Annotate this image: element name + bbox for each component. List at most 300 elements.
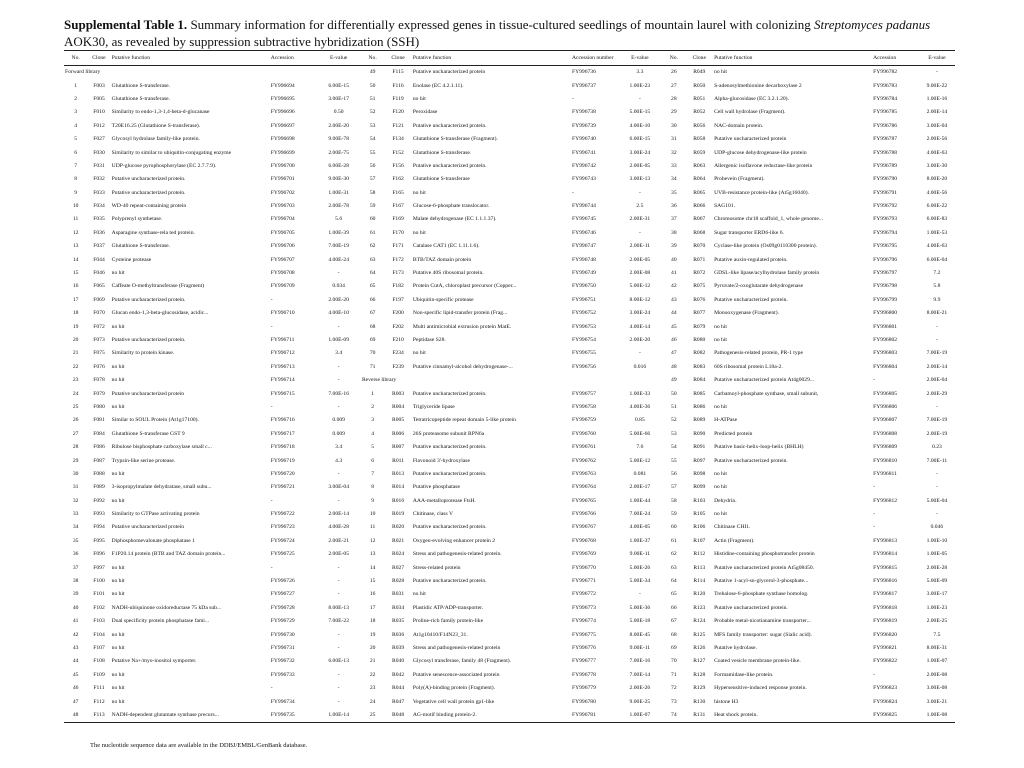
table-cell: 3.00E-17	[328, 95, 350, 102]
table-cell: 1.00E-08	[919, 709, 955, 723]
table-cell: -	[873, 524, 876, 531]
table-cell: BTB/TAZ domain protein	[412, 256, 472, 263]
table-cell: F182	[392, 283, 404, 290]
table-row	[64, 642, 955, 655]
table-cell: 1.00E-23	[629, 82, 651, 89]
column-header: No.	[361, 51, 384, 66]
table-cell: FY996738	[571, 109, 596, 116]
table-cell: 8.00E-13	[328, 604, 350, 611]
table-cell: 55	[671, 457, 677, 464]
table-row	[64, 588, 955, 601]
table-cell: 11	[369, 524, 376, 531]
table-cell: -	[270, 685, 273, 692]
table-cell: 25	[361, 709, 384, 723]
table-cell: R007	[392, 444, 405, 451]
table-cell: FY996765	[571, 497, 596, 504]
table-cell: F012	[93, 122, 105, 129]
table-cell: -	[935, 337, 938, 343]
table-cell: 20	[72, 337, 79, 343]
table-cell: F081	[93, 417, 105, 424]
table-cell: 0.016	[633, 363, 647, 370]
table-cell: FY996757	[571, 390, 596, 397]
table-cell: FY996758	[571, 403, 596, 410]
table-cell: 0.85	[634, 417, 645, 424]
table-cell: Enolase (EC 4.2.1.11).	[412, 82, 464, 89]
table-row	[64, 146, 955, 159]
table-cell: F197	[392, 296, 404, 303]
table-cell: no hit	[714, 69, 727, 76]
table-cell: 1.00E-09	[328, 337, 350, 343]
table-cell: 68	[369, 323, 376, 330]
table-cell: 60S ribosomal protein L18a-2.	[714, 363, 783, 370]
table-cell: 36	[72, 551, 79, 558]
table-cell: 35	[671, 189, 677, 196]
table-cell: Sugar transporter ERD6-like 6.	[714, 229, 784, 236]
table-row	[64, 133, 955, 146]
table-cell: FY996730	[270, 631, 295, 638]
table-cell: 9.9	[933, 296, 941, 303]
table-cell: FY996814	[873, 551, 898, 558]
table-cell: 58	[369, 189, 376, 196]
table-cell: FY996705	[270, 229, 295, 236]
table-cell: Putative uncharacterized protein.	[714, 457, 788, 464]
table-cell: FY996795	[873, 243, 898, 250]
table-cell: no hit	[714, 323, 727, 330]
table-cell: MFS family transporter: sugar (Sialic acid).	[714, 631, 812, 638]
table-cell: Diphosphomevalonate phosphatase 1	[111, 537, 195, 544]
table-cell: FY996700	[270, 162, 295, 169]
table-cell: WD-40 repeat-containing protein	[111, 203, 187, 210]
table-cell: 3-isopropylmalate dehydratase, small subu...	[111, 484, 212, 491]
table-cell: FY996724	[270, 537, 295, 544]
table-cell: FY996750	[571, 283, 596, 290]
table-cell: F167	[392, 203, 404, 210]
table-cell: 23	[369, 685, 376, 692]
table-cell: 11	[72, 216, 79, 223]
table-cell: 9	[371, 497, 375, 504]
table-cell: 6.00E-28	[328, 162, 350, 169]
table-cell: FY996781	[571, 709, 618, 723]
table-cell: -	[337, 323, 340, 330]
table-row	[64, 468, 955, 481]
table-cell: F202	[392, 323, 404, 330]
table-cell: Malate dehydrogenase (EC 1.1.1.37).	[412, 216, 497, 223]
table-cell: R019	[392, 511, 405, 518]
table-cell: R089	[693, 417, 706, 424]
table-cell: no hit	[714, 337, 727, 343]
table-cell: R077	[693, 310, 706, 317]
table-cell: NAC-domain protein.	[714, 122, 764, 129]
table-cell: FY996761	[571, 444, 596, 451]
table-cell: -	[638, 95, 641, 102]
table-cell: FY996746	[571, 229, 596, 236]
table-cell: 2.00E-28	[926, 564, 948, 571]
table-cell: Putative uncharacterized protein.	[412, 390, 487, 397]
table-cell: F100	[93, 578, 105, 585]
table-cell: FY996811	[873, 470, 897, 477]
table-cell: -	[270, 564, 273, 571]
table-cell: 47	[671, 350, 677, 357]
table-cell: 1.00E-39	[328, 229, 350, 236]
table-cell: 23	[72, 377, 79, 384]
table-cell: 2.00E-31	[629, 216, 651, 223]
table-row	[64, 508, 955, 521]
table-cell: Non-specific lipid-transfer protein (Frag...	[412, 310, 508, 317]
table-cell: R014	[392, 484, 405, 491]
table-cell: 62	[671, 551, 677, 558]
table-cell: R126	[693, 644, 706, 651]
table-cell: 7.00E-19	[328, 243, 350, 250]
table-row	[64, 535, 955, 548]
table-cell: Similarity to endo-1,3-1,4-beta-d-glucanase	[111, 109, 210, 116]
table-cell: R082	[693, 350, 706, 357]
table-cell: Putative hydrolase.	[714, 644, 757, 651]
column-header: No.	[662, 51, 685, 66]
table-cell: FY996818	[873, 604, 898, 611]
table-cell: 5.6	[335, 216, 343, 223]
table-cell: At1g10410/F14N23_31.	[412, 631, 468, 638]
table-cell: 8.00E-45	[629, 631, 651, 638]
table-cell: R099	[693, 484, 706, 491]
table-cell: 42	[72, 631, 79, 638]
table-cell: R072	[693, 270, 706, 277]
table-cell: 3	[74, 109, 78, 116]
header-row	[64, 51, 955, 66]
section-label: Forward library	[65, 69, 101, 76]
table-cell: 6	[74, 149, 78, 156]
table-cell: 0.046	[930, 524, 944, 531]
table-cell: FY996767	[571, 524, 596, 531]
table-cell: no hit	[714, 484, 727, 491]
table-cell: 60	[369, 216, 376, 223]
table-cell: 1.00E-16	[926, 95, 948, 102]
table-cell: R039	[392, 644, 405, 651]
table-cell: R024	[392, 551, 405, 558]
table-cell: no hit	[111, 631, 125, 638]
table-cell: FY996727	[270, 591, 295, 598]
table-cell: no hit	[111, 671, 125, 678]
table-cell: R068	[693, 229, 706, 236]
table-cell: 24	[72, 390, 79, 397]
table-cell: FY996734	[270, 698, 295, 705]
table-cell: Putative 40S ribosomal protein.	[412, 270, 484, 277]
table-cell: 20	[369, 644, 376, 651]
table-cell: 6.00E-22	[926, 203, 948, 210]
table-cell: 7.00E-19	[926, 417, 948, 424]
table-cell: FY996711	[270, 337, 295, 343]
table-cell: Glutathione S-transferase.	[412, 149, 472, 156]
table-cell: R105	[693, 511, 706, 518]
column-header: Accession	[270, 51, 317, 66]
table-cell: F116	[392, 82, 404, 89]
table-cell: no hit	[714, 470, 727, 477]
table-cell: 25	[72, 403, 79, 410]
table-cell: -	[337, 363, 340, 370]
table-cell: Stress-related protein	[412, 564, 461, 571]
table-cell: FY996780	[571, 698, 596, 705]
table-cell: Dehydrin.	[714, 497, 737, 504]
table-cell: Putative phosphatase	[412, 484, 460, 491]
table-cell: R071	[693, 256, 706, 263]
table-cell: F119	[392, 95, 404, 102]
table-cell: FY996764	[571, 484, 596, 491]
table-cell: R006	[392, 430, 405, 437]
table-cell: 0.009	[332, 430, 345, 437]
table-cell: 50	[671, 390, 677, 397]
table-cell: FY996802	[873, 337, 898, 343]
table-row	[64, 387, 955, 400]
table-cell: 71	[671, 671, 677, 678]
table-cell: UDP-glucose pyrophosphorylase (EC 2.7.7.9).	[111, 162, 217, 169]
table-row	[64, 454, 955, 467]
table-cell: 2.00E-14	[926, 109, 948, 116]
table-cell: 54	[671, 444, 677, 451]
table-cell: -	[270, 323, 273, 330]
table-cell: 3.4	[335, 350, 343, 357]
table-cell: 3.00E-24	[629, 149, 651, 156]
table-cell: 64	[369, 270, 376, 277]
table-cell: F010	[93, 109, 105, 116]
table-cell: Multi antimicrobial extrusion protein MatE.	[412, 323, 512, 330]
table-cell: -	[935, 470, 938, 477]
table-row	[64, 602, 955, 615]
table-cell: no hit	[111, 403, 125, 410]
table-cell: F080	[93, 403, 105, 410]
table-cell: 60	[671, 524, 677, 531]
table-cell: 4.3	[335, 457, 343, 464]
table-cell: FY996728	[270, 604, 295, 611]
table-cell: 38	[72, 578, 79, 585]
table-cell: Similarity to GTPase activating protein	[111, 511, 200, 518]
table-cell: FY996753	[571, 323, 596, 330]
table-cell: FY996759	[571, 417, 596, 424]
table-cell: 13	[72, 243, 79, 250]
table-cell: -	[337, 698, 340, 705]
table-cell: R031	[392, 591, 405, 598]
table-cell: Carbamoyl-phosphate synthase, small subunit,	[714, 390, 819, 397]
table-cell: Glutathione S-transferase.	[111, 82, 171, 89]
table-row	[64, 695, 955, 708]
table-cell: 33	[72, 511, 79, 518]
table-cell: 22	[369, 671, 376, 678]
table-cell: R058	[693, 136, 706, 143]
table-cell: no hit	[111, 377, 125, 384]
table-cell: Putative uncharacterized protein.	[412, 578, 487, 585]
table-cell: FY996798	[873, 283, 898, 290]
table-cell: FY996785	[873, 109, 898, 116]
table-cell: 9	[74, 189, 78, 196]
table-cell: F046	[93, 270, 105, 277]
table-cell: FY996737	[571, 82, 596, 89]
table-cell: Pyruvate/2-oxoglutarate dehydrogenase	[714, 283, 804, 290]
table-cell: 4.00E-56	[926, 189, 948, 196]
table-cell: no hit	[111, 270, 125, 277]
table-cell: -	[337, 631, 340, 638]
table-row	[64, 575, 955, 588]
table-cell: 0.034	[332, 283, 345, 290]
column-header: Accession number	[571, 51, 618, 66]
table-cell: 52	[671, 417, 677, 424]
table-row	[64, 253, 955, 266]
table-cell: F234	[392, 350, 404, 357]
table-cell: 43	[671, 296, 677, 303]
table-cell: Coated vesicle membrane protein-like.	[714, 658, 801, 665]
table-cell: 15	[72, 270, 79, 277]
table-cell: F109	[93, 671, 105, 678]
table-cell: 52	[369, 109, 376, 116]
table-cell: 8.00E-21	[926, 310, 948, 317]
table-cell: R129	[693, 685, 706, 692]
table-cell: 18	[369, 618, 376, 625]
table-cell: -	[337, 644, 340, 651]
table-cell: 50	[369, 82, 376, 89]
table-cell: R090	[693, 430, 706, 437]
table-cell: F044	[93, 256, 105, 263]
table-row	[64, 521, 955, 534]
table-row	[64, 374, 955, 387]
table-cell: Stress and pathogenesis-related protein.	[412, 551, 502, 558]
table-cell: FY996817	[873, 591, 898, 598]
table-cell: R011	[392, 457, 405, 464]
table-cell: 7.00E-16	[328, 390, 350, 397]
table-cell: 48	[64, 709, 87, 723]
table-row	[64, 280, 955, 293]
caption-text-b: AOK30, as revealed by suppression subtractive hybridization (SSH)	[64, 34, 420, 49]
table-cell: Putative Na+/myo-inositol symporter.	[111, 658, 197, 665]
table-cell: 38	[671, 229, 677, 236]
table-cell: F087	[93, 457, 105, 464]
table-cell: FY996744	[571, 203, 596, 210]
table-cell: -	[638, 350, 641, 357]
table-cell: no hit	[111, 363, 125, 370]
table-cell: F102	[93, 604, 105, 611]
table-cell: 40	[72, 604, 79, 611]
table-cell: 2	[371, 403, 375, 410]
table-cell: F084	[93, 430, 105, 437]
table-cell: 1	[74, 82, 78, 89]
table-cell: 73	[671, 698, 677, 705]
table-cell: 44	[671, 310, 677, 317]
table-cell: -	[337, 470, 340, 477]
table-cell: R107	[693, 537, 706, 544]
table-row	[64, 66, 955, 80]
table-cell: R047	[392, 698, 405, 705]
table-cell: FY996772	[571, 591, 596, 598]
table-cell: F096	[93, 551, 105, 558]
table-row	[64, 361, 955, 374]
table-cell: 5.00E-12	[629, 283, 651, 290]
table-cell: -	[337, 685, 340, 692]
table-cell: 32	[72, 497, 79, 504]
table-cell: FY996717	[270, 430, 295, 437]
table-cell: 4.00E-10	[629, 122, 651, 129]
table-cell: FY996786	[873, 122, 898, 129]
table-cell: F027	[93, 136, 105, 143]
table-cell: 2.00E-08	[629, 270, 651, 277]
table-cell: 1.00E-37	[629, 537, 651, 544]
table-cell: FY996823	[873, 685, 898, 692]
table-cell: Glutathione S-transferase.	[111, 243, 171, 250]
table-cell: 7.5	[933, 631, 941, 638]
table-cell: F092	[93, 497, 105, 504]
table-cell: 9.00E-22	[926, 82, 948, 89]
table-cell: -	[337, 497, 340, 504]
table-cell: -	[935, 484, 938, 491]
table-cell: F089	[93, 484, 105, 491]
table-cell: Putative uncharacterized protein.	[412, 524, 487, 531]
table-cell: F093	[93, 511, 105, 518]
table-cell: 48	[671, 363, 677, 370]
table-cell: FY996752	[571, 310, 596, 317]
table-cell: F239	[392, 363, 404, 370]
table-cell: NADH-ubiquinone oxidoreductase 75 kDa sub...	[111, 604, 222, 611]
table-cell: FY996694	[270, 82, 295, 89]
table-cell: R114	[693, 578, 706, 585]
table-cell: Putative auxin-regulated protein.	[714, 256, 788, 263]
table-cell: -	[270, 403, 273, 410]
table-cell: FY996748	[571, 256, 596, 263]
table-cell: 3.00E-24	[629, 310, 651, 317]
column-header: E-value	[919, 51, 955, 66]
table-cell: 61	[369, 229, 376, 236]
table-cell: 69	[671, 644, 677, 651]
table-row	[64, 200, 955, 213]
table-cell: Putative uncharacterized protein.	[111, 337, 186, 343]
table-cell: Dual specificity protein phosphatase fami...	[111, 618, 210, 625]
table-cell: 66	[671, 604, 677, 611]
table-cell: FY996770	[571, 564, 596, 571]
table-cell: FY996710	[270, 310, 295, 317]
table-cell: 46	[72, 685, 79, 692]
table-cell: 4.00E-10	[328, 310, 350, 317]
column-header: Clone	[87, 51, 110, 66]
table-cell: 1.00E-07	[926, 658, 948, 665]
table-cell: 31	[671, 136, 677, 143]
table-cell: FY996762	[571, 457, 596, 464]
table-cell: 57	[369, 176, 376, 183]
table-cell: no hit	[111, 591, 125, 598]
table-cell: 2.00E-78	[328, 203, 350, 210]
table-cell: R056	[693, 122, 706, 129]
table-cell: 29	[72, 457, 79, 464]
table-cell: 70	[671, 658, 677, 665]
table-cell: 43	[72, 644, 79, 651]
table-cell: Oxygen-evolving enhancer protein 2	[412, 537, 496, 544]
table-cell: 5.00E-15	[629, 109, 651, 116]
table-cell: FY996714	[270, 377, 295, 384]
table-cell: Catalase CAT1 (EC 1.11.1.6).	[412, 243, 480, 250]
table-row	[64, 428, 955, 441]
table-cell: F094	[93, 524, 105, 531]
table-cell: R079	[693, 323, 706, 330]
table-cell: no hit	[412, 189, 426, 196]
table-cell: 37	[72, 564, 79, 571]
table-cell: no hit	[714, 511, 727, 518]
table-cell: 17	[369, 604, 376, 611]
table-cell: 72	[671, 685, 677, 692]
table-cell: 2.00E-05	[629, 162, 651, 169]
table-cell: FY996807	[873, 417, 898, 424]
table-cell: FY996768	[571, 537, 596, 544]
table-cell: 42	[671, 283, 677, 290]
table-cell: 59	[369, 203, 376, 210]
table-cell: 40	[671, 256, 677, 263]
table-cell: 46	[671, 337, 677, 343]
table-cell: 5.00E-66	[629, 430, 651, 437]
table-cell: 26S proteasome subunit RPN6a	[412, 430, 485, 437]
table-row	[64, 240, 955, 253]
table-cell: 7.2	[933, 270, 941, 277]
